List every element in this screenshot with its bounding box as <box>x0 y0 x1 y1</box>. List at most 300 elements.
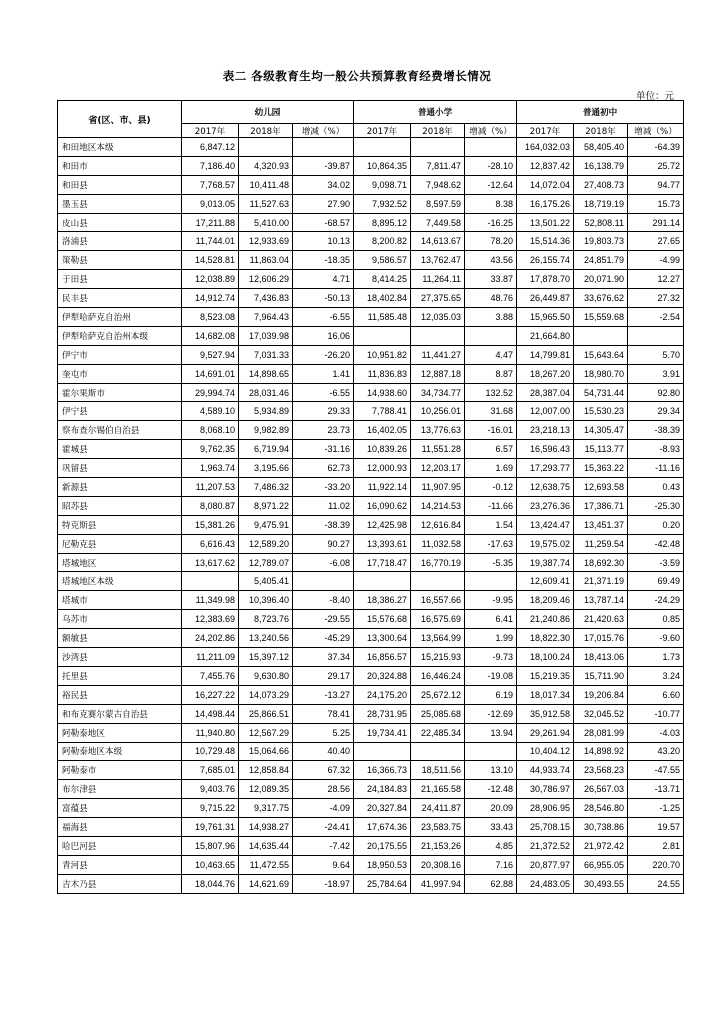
region-header: 省(区、市、县) <box>58 101 182 138</box>
primary-2018-header: 2018年 <box>411 124 465 138</box>
primary-change-cell: 33.87 <box>465 270 517 289</box>
junior-high-2018-cell: 15,530.23 <box>574 402 628 421</box>
kindergarten-change-cell: -31.16 <box>293 440 354 459</box>
primary-2018-cell <box>411 326 465 345</box>
kindergarten-2018-cell: 14,635.44 <box>239 836 293 855</box>
primary-2018-cell: 14,613.67 <box>411 232 465 251</box>
primary-2017-cell: 24,175.20 <box>354 685 411 704</box>
kindergarten-change-cell: 78.41 <box>293 704 354 723</box>
primary-2017-cell: 9,586.57 <box>354 251 411 270</box>
primary-2017-cell: 16,366.73 <box>354 761 411 780</box>
region-name-cell: 布尔津县 <box>58 780 182 799</box>
junior-high-2017-cell: 25,708.15 <box>517 818 574 837</box>
kindergarten-change-cell: -6.55 <box>293 308 354 327</box>
kindergarten-2017-cell: 24,202.86 <box>182 629 239 648</box>
kindergarten-2017-cell: 15,381.26 <box>182 515 239 534</box>
kindergarten-change-cell: 29.33 <box>293 402 354 421</box>
table-row <box>58 629 684 648</box>
table-row <box>58 780 684 799</box>
primary-2018-cell: 11,907.95 <box>411 478 465 497</box>
kindergarten-2017-cell: 11,349.98 <box>182 591 239 610</box>
kindergarten-change-cell: -7.42 <box>293 836 354 855</box>
junior-high-2018-cell: 15,363.22 <box>574 459 628 478</box>
junior-high-2018-cell: 33,676.62 <box>574 289 628 308</box>
primary-2017-cell: 11,922.14 <box>354 478 411 497</box>
region-name-cell: 奎屯市 <box>58 364 182 383</box>
kindergarten-change-cell: 23.73 <box>293 421 354 440</box>
primary-2018-cell: 25,085.68 <box>411 704 465 723</box>
junior-high-2017-cell: 17,878.70 <box>517 270 574 289</box>
kindergarten-2017-cell: 1,963.74 <box>182 459 239 478</box>
junior-high-change-cell: -13.71 <box>628 780 684 799</box>
junior-high-change-cell: 24.55 <box>628 874 684 893</box>
junior-high-2017-cell: 35,912.58 <box>517 704 574 723</box>
kindergarten-2018-cell: 4,320.93 <box>239 156 293 175</box>
kindergarten-2017-cell: 10,463.65 <box>182 855 239 874</box>
junior-high-change-cell: -9.60 <box>628 629 684 648</box>
kindergarten-2017-cell: 12,038.89 <box>182 270 239 289</box>
primary-2017-cell: 17,674.36 <box>354 818 411 837</box>
kindergarten-2018-header: 2018年 <box>239 124 293 138</box>
kindergarten-2017-cell: 19,761.31 <box>182 818 239 837</box>
table-row <box>58 308 684 327</box>
region-name-cell: 昭苏县 <box>58 496 182 515</box>
junior-high-2017-cell: 20,877.97 <box>517 855 574 874</box>
region-name-cell: 霍城县 <box>58 440 182 459</box>
junior-high-change-cell: -4.03 <box>628 723 684 742</box>
junior-high-2018-cell: 19,206.84 <box>574 685 628 704</box>
junior-high-header: 普通初中 <box>517 101 684 124</box>
junior-high-2017-cell: 12,837.42 <box>517 156 574 175</box>
region-name-cell: 新源县 <box>58 478 182 497</box>
kindergarten-change-cell: -18.35 <box>293 251 354 270</box>
junior-high-2017-cell: 16,175.26 <box>517 194 574 213</box>
kindergarten-2017-cell: 29,994.74 <box>182 383 239 402</box>
primary-2017-cell: 7,932.52 <box>354 194 411 213</box>
junior-high-2018-cell: 11,259.54 <box>574 534 628 553</box>
primary-change-cell <box>465 572 517 591</box>
junior-high-2017-cell: 21,240.86 <box>517 610 574 629</box>
kindergarten-change-cell: -29.55 <box>293 610 354 629</box>
table-row <box>58 138 684 157</box>
junior-high-change-cell: -24.29 <box>628 591 684 610</box>
region-name-cell: 察布查尔锡伯自治县 <box>58 421 182 440</box>
region-name-cell: 伊犁哈萨克自治州 <box>58 308 182 327</box>
kindergarten-2018-cell: 9,982.89 <box>239 421 293 440</box>
primary-2018-cell: 8,597.59 <box>411 194 465 213</box>
region-name-cell: 巩留县 <box>58 459 182 478</box>
junior-high-change-cell: -3.59 <box>628 553 684 572</box>
region-name-cell: 塔城地区 <box>58 553 182 572</box>
table-row <box>58 591 684 610</box>
region-name-cell: 托里县 <box>58 666 182 685</box>
junior-high-2017-cell: 18,017.34 <box>517 685 574 704</box>
kindergarten-2018-cell: 25,866.51 <box>239 704 293 723</box>
region-name-cell: 额敏县 <box>58 629 182 648</box>
junior-high-2017-cell: 24,483.05 <box>517 874 574 893</box>
kindergarten-change-cell: 40.40 <box>293 742 354 761</box>
primary-2017-header: 2017年 <box>354 124 411 138</box>
kindergarten-change-cell: 29.17 <box>293 666 354 685</box>
kindergarten-change-cell: -6.08 <box>293 553 354 572</box>
primary-change-cell: -17.63 <box>465 534 517 553</box>
kindergarten-2018-cell: 12,589.20 <box>239 534 293 553</box>
junior-high-2017-cell: 28,387.04 <box>517 383 574 402</box>
junior-high-change-cell: 3.24 <box>628 666 684 685</box>
junior-high-2017-cell: 26,449.87 <box>517 289 574 308</box>
primary-2018-cell: 10,256.01 <box>411 402 465 421</box>
junior-high-2017-cell: 10,404.12 <box>517 742 574 761</box>
table-row <box>58 156 684 175</box>
kindergarten-2018-cell: 14,898.65 <box>239 364 293 383</box>
primary-2018-cell: 12,887.18 <box>411 364 465 383</box>
junior-high-change-header: 增减（%） <box>628 124 684 138</box>
region-name-cell: 阿勒泰市 <box>58 761 182 780</box>
junior-high-2018-cell: 19,803.73 <box>574 232 628 251</box>
kindergarten-2018-cell: 6,719.94 <box>239 440 293 459</box>
junior-high-change-cell: 5.70 <box>628 345 684 364</box>
primary-2017-cell <box>354 138 411 157</box>
junior-high-change-cell: 43.20 <box>628 742 684 761</box>
junior-high-change-cell: -25.30 <box>628 496 684 515</box>
primary-change-cell: 62.88 <box>465 874 517 893</box>
primary-change-cell: 3.88 <box>465 308 517 327</box>
region-name-cell: 墨玉县 <box>58 194 182 213</box>
kindergarten-header: 幼儿园 <box>182 101 354 124</box>
primary-2017-cell: 16,402.05 <box>354 421 411 440</box>
primary-2017-cell: 8,895.12 <box>354 213 411 232</box>
table-row <box>58 685 684 704</box>
junior-high-2017-cell: 14,799.81 <box>517 345 574 364</box>
junior-high-2018-cell: 24,851.79 <box>574 251 628 270</box>
primary-change-cell: 48.76 <box>465 289 517 308</box>
primary-2018-cell: 16,446.24 <box>411 666 465 685</box>
region-name-cell: 和布克赛尔蒙古自治县 <box>58 704 182 723</box>
table-row <box>58 799 684 818</box>
junior-high-2017-cell: 15,514.36 <box>517 232 574 251</box>
region-name-cell: 和田市 <box>58 156 182 175</box>
primary-change-cell: 43.56 <box>465 251 517 270</box>
region-name-cell: 阿勒泰地区 <box>58 723 182 742</box>
primary-change-cell: 6.19 <box>465 685 517 704</box>
junior-high-change-cell: 3.91 <box>628 364 684 383</box>
kindergarten-change-cell: 4.71 <box>293 270 354 289</box>
junior-high-2018-cell: 17,386.71 <box>574 496 628 515</box>
primary-2017-cell: 10,839.26 <box>354 440 411 459</box>
junior-high-2018-cell <box>574 326 628 345</box>
kindergarten-2018-cell: 10,411.48 <box>239 175 293 194</box>
kindergarten-2018-cell: 12,089.35 <box>239 780 293 799</box>
kindergarten-2017-cell: 18,044.76 <box>182 874 239 893</box>
junior-high-change-cell: 2.81 <box>628 836 684 855</box>
primary-2017-cell: 16,856.57 <box>354 648 411 667</box>
junior-high-2017-cell: 17,293.77 <box>517 459 574 478</box>
junior-high-change-cell: -2.54 <box>628 308 684 327</box>
primary-change-cell: -12.64 <box>465 175 517 194</box>
kindergarten-change-cell: -26.20 <box>293 345 354 364</box>
kindergarten-2017-cell: 4,589.10 <box>182 402 239 421</box>
primary-change-cell: 78.20 <box>465 232 517 251</box>
primary-2018-cell: 11,551.28 <box>411 440 465 459</box>
kindergarten-2018-cell: 11,527.63 <box>239 194 293 213</box>
kindergarten-2017-cell: 11,207.53 <box>182 478 239 497</box>
kindergarten-change-cell: -13.27 <box>293 685 354 704</box>
primary-2017-cell: 18,950.53 <box>354 855 411 874</box>
table-row <box>58 383 684 402</box>
table-row <box>58 515 684 534</box>
kindergarten-2018-cell: 15,397.12 <box>239 648 293 667</box>
junior-high-change-cell: 69.49 <box>628 572 684 591</box>
kindergarten-change-cell: -8.40 <box>293 591 354 610</box>
region-name-cell: 皮山县 <box>58 213 182 232</box>
kindergarten-change-cell: -45.29 <box>293 629 354 648</box>
region-name-cell: 塔城地区本级 <box>58 572 182 591</box>
junior-high-change-cell: -4.99 <box>628 251 684 270</box>
kindergarten-2018-cell: 12,858.84 <box>239 761 293 780</box>
kindergarten-change-cell <box>293 572 354 591</box>
junior-high-2018-cell: 15,711.90 <box>574 666 628 685</box>
primary-2018-cell: 34,734.77 <box>411 383 465 402</box>
primary-2018-cell: 7,948.62 <box>411 175 465 194</box>
junior-high-2018-cell: 15,643.64 <box>574 345 628 364</box>
kindergarten-2018-cell: 12,933.69 <box>239 232 293 251</box>
primary-change-cell: 6.41 <box>465 610 517 629</box>
kindergarten-2018-cell: 17,039.98 <box>239 326 293 345</box>
kindergarten-change-cell: 1.41 <box>293 364 354 383</box>
table-row <box>58 459 684 478</box>
junior-high-2017-cell: 21,664.80 <box>517 326 574 345</box>
junior-high-change-cell: -42.48 <box>628 534 684 553</box>
kindergarten-2017-cell: 11,211.09 <box>182 648 239 667</box>
kindergarten-2017-cell: 9,527.94 <box>182 345 239 364</box>
primary-2018-cell: 12,035.03 <box>411 308 465 327</box>
table-row <box>58 402 684 421</box>
junior-high-2018-cell: 14,898.92 <box>574 742 628 761</box>
primary-change-cell: -19.08 <box>465 666 517 685</box>
kindergarten-2017-header: 2017年 <box>182 124 239 138</box>
junior-high-2017-cell: 28,906.95 <box>517 799 574 818</box>
table-row <box>58 610 684 629</box>
region-name-cell: 和田县 <box>58 175 182 194</box>
junior-high-change-cell: -11.16 <box>628 459 684 478</box>
kindergarten-2017-cell: 7,455.76 <box>182 666 239 685</box>
primary-2018-cell: 13,776.63 <box>411 421 465 440</box>
unit-label: 单位：元 <box>635 91 674 102</box>
kindergarten-2018-cell: 12,606.29 <box>239 270 293 289</box>
table-row <box>58 761 684 780</box>
primary-change-cell: 4.47 <box>465 345 517 364</box>
junior-high-2018-header: 2018年 <box>574 124 628 138</box>
junior-high-change-cell: -64.39 <box>628 138 684 157</box>
kindergarten-2017-cell: 6,616.43 <box>182 534 239 553</box>
primary-change-cell: -5.35 <box>465 553 517 572</box>
primary-2018-cell: 7,811.47 <box>411 156 465 175</box>
kindergarten-2018-cell: 8,971.22 <box>239 496 293 515</box>
junior-high-2017-cell: 44,933.74 <box>517 761 574 780</box>
primary-change-cell: 1.69 <box>465 459 517 478</box>
primary-2017-cell: 16,090.62 <box>354 496 411 515</box>
region-name-cell: 青河县 <box>58 855 182 874</box>
kindergarten-change-cell: 16.06 <box>293 326 354 345</box>
primary-2018-cell: 13,762.47 <box>411 251 465 270</box>
primary-2018-cell <box>411 572 465 591</box>
junior-high-change-cell: 19.57 <box>628 818 684 837</box>
junior-high-2017-cell: 16,596.43 <box>517 440 574 459</box>
primary-2018-cell: 12,616.84 <box>411 515 465 534</box>
primary-2018-cell: 23,583.75 <box>411 818 465 837</box>
kindergarten-change-cell: 5.25 <box>293 723 354 742</box>
table-row <box>58 553 684 572</box>
primary-2018-cell: 18,511.56 <box>411 761 465 780</box>
kindergarten-change-header: 增减（%） <box>293 124 354 138</box>
primary-2017-cell: 20,175.55 <box>354 836 411 855</box>
kindergarten-2018-cell: 8,723.76 <box>239 610 293 629</box>
junior-high-2018-cell: 15,559.68 <box>574 308 628 327</box>
primary-2017-cell: 20,324.88 <box>354 666 411 685</box>
junior-high-2017-cell: 23,276.36 <box>517 496 574 515</box>
junior-high-change-cell: 25.72 <box>628 156 684 175</box>
region-name-cell: 霍尔果斯市 <box>58 383 182 402</box>
primary-change-cell: -0.12 <box>465 478 517 497</box>
primary-2018-cell: 13,564.99 <box>411 629 465 648</box>
primary-2017-cell: 8,200.82 <box>354 232 411 251</box>
table-row <box>58 723 684 742</box>
table-row <box>58 440 684 459</box>
primary-2017-cell: 8,414.25 <box>354 270 411 289</box>
kindergarten-2017-cell: 11,744.01 <box>182 232 239 251</box>
junior-high-2018-cell: 16,138.79 <box>574 156 628 175</box>
junior-high-change-cell: 27.32 <box>628 289 684 308</box>
primary-2018-cell: 7,449.58 <box>411 213 465 232</box>
kindergarten-2018-cell: 11,863.04 <box>239 251 293 270</box>
junior-high-2017-cell: 15,965.50 <box>517 308 574 327</box>
junior-high-2017-cell: 29,261.94 <box>517 723 574 742</box>
region-name-cell: 塔城市 <box>58 591 182 610</box>
kindergarten-2018-cell: 5,405.41 <box>239 572 293 591</box>
table-row <box>58 572 684 591</box>
region-name-cell: 阿勒泰地区本级 <box>58 742 182 761</box>
kindergarten-change-cell: 37.34 <box>293 648 354 667</box>
kindergarten-2017-cell: 14,912.74 <box>182 289 239 308</box>
junior-high-change-cell: 29.34 <box>628 402 684 421</box>
junior-high-2017-cell: 164,032.03 <box>517 138 574 157</box>
junior-high-2018-cell: 18,980.70 <box>574 364 628 383</box>
junior-high-2017-cell: 19,387.74 <box>517 553 574 572</box>
junior-high-2018-cell: 30,493.55 <box>574 874 628 893</box>
kindergarten-2017-cell: 14,682.08 <box>182 326 239 345</box>
table-row <box>58 345 684 364</box>
primary-school-header: 普通小学 <box>354 101 517 124</box>
junior-high-2018-cell: 21,420.63 <box>574 610 628 629</box>
kindergarten-2018-cell: 7,964.43 <box>239 308 293 327</box>
primary-2018-cell: 14,214.53 <box>411 496 465 515</box>
table-row <box>58 289 684 308</box>
region-name-cell: 特克斯县 <box>58 515 182 534</box>
primary-2017-cell <box>354 326 411 345</box>
table-body <box>58 138 684 894</box>
primary-change-cell: 33.43 <box>465 818 517 837</box>
kindergarten-change-cell: 27.90 <box>293 194 354 213</box>
primary-change-cell: 8.87 <box>465 364 517 383</box>
kindergarten-2018-cell: 14,938.27 <box>239 818 293 837</box>
kindergarten-2017-cell: 14,528.81 <box>182 251 239 270</box>
kindergarten-change-cell: 90.27 <box>293 534 354 553</box>
primary-2017-cell: 17,718.47 <box>354 553 411 572</box>
primary-2018-cell: 11,441.27 <box>411 345 465 364</box>
kindergarten-2017-cell: 7,186.40 <box>182 156 239 175</box>
kindergarten-change-cell: 62.73 <box>293 459 354 478</box>
kindergarten-change-cell: -6.55 <box>293 383 354 402</box>
kindergarten-2018-cell <box>239 138 293 157</box>
kindergarten-2017-cell: 14,691.01 <box>182 364 239 383</box>
primary-2017-cell: 12,000.93 <box>354 459 411 478</box>
junior-high-2018-cell: 13,787.14 <box>574 591 628 610</box>
primary-2017-cell: 9,098.71 <box>354 175 411 194</box>
junior-high-change-cell: 27.65 <box>628 232 684 251</box>
kindergarten-2018-cell: 7,436.83 <box>239 289 293 308</box>
kindergarten-2017-cell: 8,523.08 <box>182 308 239 327</box>
junior-high-change-cell <box>628 326 684 345</box>
primary-change-cell: 6.57 <box>465 440 517 459</box>
junior-high-change-cell: 12.27 <box>628 270 684 289</box>
kindergarten-2018-cell: 9,317.75 <box>239 799 293 818</box>
table-row <box>58 704 684 723</box>
primary-change-cell: -9.95 <box>465 591 517 610</box>
junior-high-2017-cell: 18,822.30 <box>517 629 574 648</box>
junior-high-2017-cell: 21,372.52 <box>517 836 574 855</box>
primary-2017-cell: 11,836.83 <box>354 364 411 383</box>
kindergarten-2017-cell: 7,685.01 <box>182 761 239 780</box>
primary-2018-cell: 21,153.26 <box>411 836 465 855</box>
kindergarten-2018-cell: 5,934.89 <box>239 402 293 421</box>
kindergarten-2017-cell: 13,617.62 <box>182 553 239 572</box>
kindergarten-2018-cell: 12,567.29 <box>239 723 293 742</box>
junior-high-2018-cell: 30,738.86 <box>574 818 628 837</box>
kindergarten-change-cell: -33.20 <box>293 478 354 497</box>
junior-high-change-cell: -38.39 <box>628 421 684 440</box>
junior-high-2017-cell: 15,219.35 <box>517 666 574 685</box>
kindergarten-2018-cell: 13,240.56 <box>239 629 293 648</box>
kindergarten-2017-cell: 14,498.44 <box>182 704 239 723</box>
kindergarten-2018-cell: 9,630.80 <box>239 666 293 685</box>
kindergarten-2017-cell: 12,383.69 <box>182 610 239 629</box>
kindergarten-change-cell: 67.32 <box>293 761 354 780</box>
kindergarten-2017-cell: 9,715.22 <box>182 799 239 818</box>
kindergarten-change-cell: 11.02 <box>293 496 354 515</box>
primary-2018-cell: 27,375.65 <box>411 289 465 308</box>
primary-change-cell <box>465 138 517 157</box>
junior-high-change-cell: 0.85 <box>628 610 684 629</box>
junior-high-2017-cell: 12,638.75 <box>517 478 574 497</box>
primary-change-cell: -12.48 <box>465 780 517 799</box>
junior-high-2017-cell: 13,424.47 <box>517 515 574 534</box>
primary-2018-cell <box>411 138 465 157</box>
region-name-cell: 哈巴河县 <box>58 836 182 855</box>
junior-high-2018-cell: 54,731.44 <box>574 383 628 402</box>
junior-high-2018-cell: 21,972.42 <box>574 836 628 855</box>
primary-2017-cell: 18,402.84 <box>354 289 411 308</box>
kindergarten-change-cell: -4.09 <box>293 799 354 818</box>
kindergarten-change-cell: -38.39 <box>293 515 354 534</box>
primary-change-cell: -16.25 <box>465 213 517 232</box>
junior-high-2018-cell: 12,693.58 <box>574 478 628 497</box>
region-name-cell: 富蕴县 <box>58 799 182 818</box>
table-row <box>58 534 684 553</box>
kindergarten-2017-cell: 9,403.76 <box>182 780 239 799</box>
primary-2017-cell: 13,300.64 <box>354 629 411 648</box>
kindergarten-2018-cell: 28,031.46 <box>239 383 293 402</box>
primary-change-cell: 7.16 <box>465 855 517 874</box>
